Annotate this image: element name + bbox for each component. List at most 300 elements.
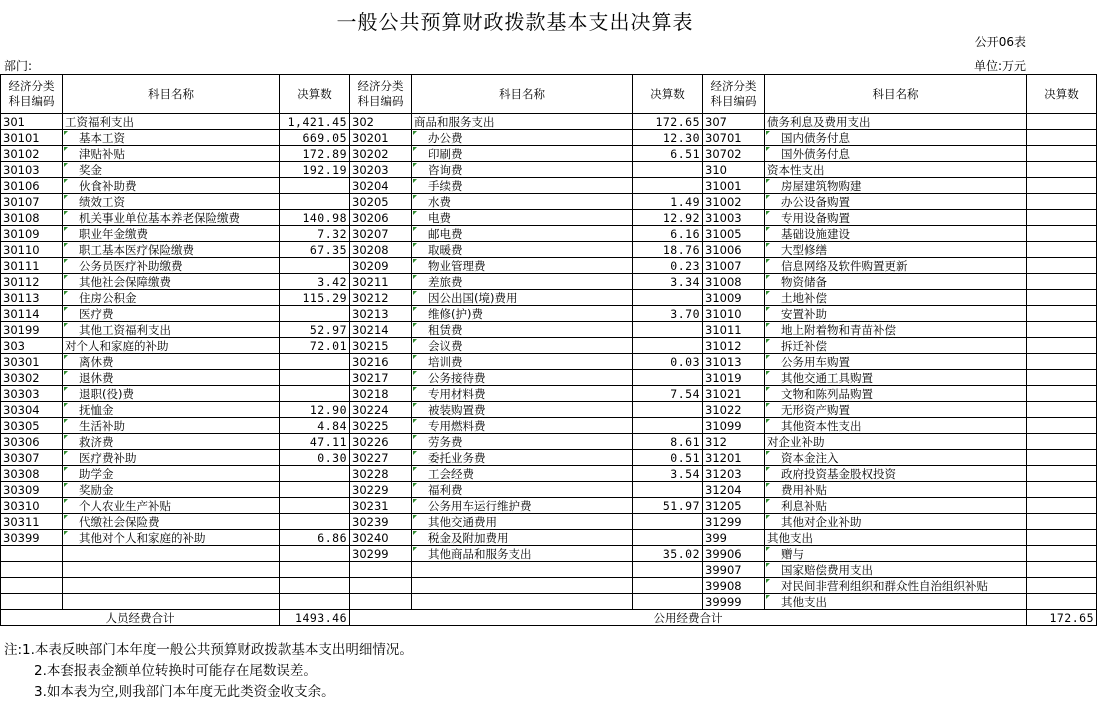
name-cell: 房屋建筑物购建	[765, 178, 1027, 194]
code-cell: 30305	[1, 418, 63, 434]
code-cell: 30303	[1, 386, 63, 402]
code-cell: 31005	[703, 226, 765, 242]
table-row	[1, 306, 1097, 322]
amount-cell	[1027, 402, 1097, 418]
name-cell: 税金及附加费用	[412, 530, 633, 546]
code-cell: 30209	[350, 258, 412, 274]
amount-cell: 52.97	[280, 322, 350, 338]
table-row	[1, 338, 1097, 354]
name-cell: 津贴补贴	[63, 146, 280, 162]
totals-row	[1, 610, 1097, 626]
amount-cell	[633, 178, 703, 194]
name-cell: 地上附着物和青苗补偿	[765, 322, 1027, 338]
unit-label: 单位:万元	[973, 59, 1026, 73]
code-cell: 31002	[703, 194, 765, 210]
name-cell: 信息网络及软件购置更新	[765, 258, 1027, 274]
amount-cell: 115.29	[280, 290, 350, 306]
code-cell: 30203	[350, 162, 412, 178]
code-cell: 30309	[1, 482, 63, 498]
name-cell: 文物和陈列品购置	[765, 386, 1027, 402]
name-cell: 差旅费	[412, 274, 633, 290]
amount-cell	[280, 194, 350, 210]
amount-cell	[280, 370, 350, 386]
name-cell: 退职(役)费	[63, 386, 280, 402]
name-cell	[412, 594, 633, 610]
header-code: 经济分类科目编码	[1, 75, 63, 114]
amount-cell: 192.19	[280, 162, 350, 178]
name-cell: 债务利息及费用支出	[765, 114, 1027, 130]
amount-cell: 172.65	[633, 114, 703, 130]
code-cell: 30306	[1, 434, 63, 450]
table-row	[1, 226, 1097, 242]
table-row	[1, 530, 1097, 546]
name-cell: 拆迁补偿	[765, 338, 1027, 354]
amount-cell	[1027, 498, 1097, 514]
code-cell: 30206	[350, 210, 412, 226]
name-cell: 代缴社会保险费	[63, 514, 280, 530]
amount-cell	[633, 482, 703, 498]
name-cell: 办公费	[412, 130, 633, 146]
name-cell: 其他社会保障缴费	[63, 274, 280, 290]
code-cell: 30109	[1, 226, 63, 242]
table-row	[1, 466, 1097, 482]
name-cell: 办公设备购置	[765, 194, 1027, 210]
amount-cell	[633, 370, 703, 386]
amount-cell: 12.92	[633, 210, 703, 226]
name-cell	[63, 594, 280, 610]
amount-cell	[633, 322, 703, 338]
name-cell: 咨询费	[412, 162, 633, 178]
code-cell	[1, 562, 63, 578]
code-cell: 30201	[350, 130, 412, 146]
code-cell: 30111	[1, 258, 63, 274]
name-cell: 资本性支出	[765, 162, 1027, 178]
code-cell: 30212	[350, 290, 412, 306]
header-amount: 决算数	[280, 75, 350, 114]
name-cell: 劳务费	[412, 434, 633, 450]
page-title: 一般公共预算财政拨款基本支出决算表	[336, 10, 694, 34]
name-cell: 奖励金	[63, 482, 280, 498]
amount-cell	[1027, 386, 1097, 402]
amount-cell	[633, 530, 703, 546]
amount-cell: 3.70	[633, 306, 703, 322]
amount-cell	[1027, 322, 1097, 338]
name-cell: 基础设施建设	[765, 226, 1027, 242]
note-3: 3.如本表为空,则我部门本年度无此类资金收支余。	[34, 684, 335, 700]
amount-cell: 0.23	[633, 258, 703, 274]
name-cell: 会议费	[412, 338, 633, 354]
table-row	[1, 130, 1097, 146]
code-cell: 30226	[350, 434, 412, 450]
amount-cell	[1027, 530, 1097, 546]
amount-cell: 1,421.45	[280, 114, 350, 130]
name-cell: 利息补贴	[765, 498, 1027, 514]
name-cell: 邮电费	[412, 226, 633, 242]
code-cell: 39906	[703, 546, 765, 562]
name-cell: 对企业补助	[765, 434, 1027, 450]
name-cell: 其他支出	[765, 530, 1027, 546]
name-cell: 被装购置费	[412, 402, 633, 418]
amount-cell: 0.03	[633, 354, 703, 370]
code-cell: 30229	[350, 482, 412, 498]
header-code: 经济分类科目编码	[703, 75, 765, 114]
table-row	[1, 194, 1097, 210]
table-row	[1, 562, 1097, 578]
code-cell: 30225	[350, 418, 412, 434]
name-cell: 印刷费	[412, 146, 633, 162]
table-row	[1, 162, 1097, 178]
amount-cell	[633, 418, 703, 434]
code-cell: 30301	[1, 354, 63, 370]
amount-cell	[1027, 194, 1097, 210]
amount-cell	[1027, 546, 1097, 562]
code-cell: 30107	[1, 194, 63, 210]
amount-cell	[1027, 562, 1097, 578]
code-cell: 31099	[703, 418, 765, 434]
name-cell: 绩效工资	[63, 194, 280, 210]
department-label: 部门:	[4, 59, 33, 73]
name-cell: 委托业务费	[412, 450, 633, 466]
name-cell: 基本工资	[63, 130, 280, 146]
amount-cell: 7.54	[633, 386, 703, 402]
table-row	[1, 386, 1097, 402]
name-cell: 国内债务付息	[765, 130, 1027, 146]
amount-cell	[1027, 258, 1097, 274]
amount-cell: 6.51	[633, 146, 703, 162]
amount-cell	[1027, 210, 1097, 226]
amount-cell	[280, 578, 350, 594]
table-row	[1, 114, 1097, 130]
amount-cell	[1027, 338, 1097, 354]
amount-cell: 6.16	[633, 226, 703, 242]
amount-cell: 47.11	[280, 434, 350, 450]
amount-cell	[280, 306, 350, 322]
code-cell: 39999	[703, 594, 765, 610]
code-cell: 303	[1, 338, 63, 354]
name-cell: 奖金	[63, 162, 280, 178]
name-cell: 费用补贴	[765, 482, 1027, 498]
amount-cell: 3.54	[633, 466, 703, 482]
name-cell: 对个人和家庭的补助	[63, 338, 280, 354]
code-cell: 30211	[350, 274, 412, 290]
code-cell: 30216	[350, 354, 412, 370]
name-cell: 土地补偿	[765, 290, 1027, 306]
name-cell: 国家赔偿费用支出	[765, 562, 1027, 578]
code-cell: 30213	[350, 306, 412, 322]
code-cell: 30217	[350, 370, 412, 386]
code-cell	[1, 594, 63, 610]
amount-cell	[1027, 354, 1097, 370]
form-number: 公开06表	[974, 35, 1026, 49]
name-cell: 电费	[412, 210, 633, 226]
amount-cell	[280, 386, 350, 402]
name-cell: 其他交通工具购置	[765, 370, 1027, 386]
name-cell	[63, 578, 280, 594]
name-cell: 商品和服务支出	[412, 114, 633, 130]
amount-cell	[1027, 162, 1097, 178]
header-amount: 决算数	[633, 75, 703, 114]
code-cell: 31205	[703, 498, 765, 514]
amount-cell: 3.34	[633, 274, 703, 290]
name-cell: 救济费	[63, 434, 280, 450]
name-cell	[412, 578, 633, 594]
code-cell: 30310	[1, 498, 63, 514]
code-cell: 30204	[350, 178, 412, 194]
code-cell: 31013	[703, 354, 765, 370]
table-row	[1, 322, 1097, 338]
name-cell	[63, 562, 280, 578]
code-cell: 30224	[350, 402, 412, 418]
code-cell: 30205	[350, 194, 412, 210]
name-cell: 手续费	[412, 178, 633, 194]
amount-cell	[1027, 306, 1097, 322]
amount-cell: 669.05	[280, 130, 350, 146]
footnotes	[4, 640, 413, 703]
name-cell: 医疗费补助	[63, 450, 280, 466]
name-cell: 政府投资基金股权投资	[765, 466, 1027, 482]
amount-cell: 8.61	[633, 434, 703, 450]
name-cell: 个人农业生产补贴	[63, 498, 280, 514]
name-cell: 助学金	[63, 466, 280, 482]
table-row	[1, 354, 1097, 370]
amount-cell	[280, 562, 350, 578]
name-cell: 赠与	[765, 546, 1027, 562]
amount-cell: 72.01	[280, 338, 350, 354]
code-cell: 30307	[1, 450, 63, 466]
name-cell: 培训费	[412, 354, 633, 370]
table-row	[1, 210, 1097, 226]
amount-cell	[280, 354, 350, 370]
name-cell: 职业年金缴费	[63, 226, 280, 242]
amount-cell	[1027, 370, 1097, 386]
name-cell: 物业管理费	[412, 258, 633, 274]
code-cell: 30701	[703, 130, 765, 146]
code-cell: 31009	[703, 290, 765, 306]
amount-cell: 172.89	[280, 146, 350, 162]
amount-cell	[633, 578, 703, 594]
name-cell	[412, 562, 633, 578]
name-cell: 专用材料费	[412, 386, 633, 402]
code-cell	[1, 578, 63, 594]
personnel-total-label: 人员经费合计	[1, 610, 280, 626]
code-cell: 307	[703, 114, 765, 130]
name-cell: 其他对个人和家庭的补助	[63, 530, 280, 546]
code-cell: 30108	[1, 210, 63, 226]
amount-cell	[1027, 514, 1097, 530]
code-cell: 30202	[350, 146, 412, 162]
code-cell: 30101	[1, 130, 63, 146]
name-cell: 其他工资福利支出	[63, 322, 280, 338]
amount-cell	[1027, 578, 1097, 594]
table-row	[1, 498, 1097, 514]
code-cell: 31008	[703, 274, 765, 290]
header-code: 经济分类科目编码	[350, 75, 412, 114]
name-cell: 大型修缮	[765, 242, 1027, 258]
name-cell: 福利费	[412, 482, 633, 498]
code-cell: 30208	[350, 242, 412, 258]
amount-cell	[280, 546, 350, 562]
name-cell: 其他商品和服务支出	[412, 546, 633, 562]
amount-cell	[633, 338, 703, 354]
name-cell: 生活补助	[63, 418, 280, 434]
name-cell: 工会经费	[412, 466, 633, 482]
name-cell: 国外债务付息	[765, 146, 1027, 162]
amount-cell	[633, 162, 703, 178]
amount-cell	[1027, 130, 1097, 146]
amount-cell: 140.98	[280, 210, 350, 226]
amount-cell	[280, 498, 350, 514]
name-cell: 因公出国(境)费用	[412, 290, 633, 306]
code-cell: 31201	[703, 450, 765, 466]
code-cell: 30207	[350, 226, 412, 242]
table-header-row	[1, 75, 1097, 114]
code-cell: 39908	[703, 578, 765, 594]
name-cell: 伙食补助费	[63, 178, 280, 194]
table-row	[1, 290, 1097, 306]
code-cell: 30106	[1, 178, 63, 194]
amount-cell	[1027, 466, 1097, 482]
name-cell: 退休费	[63, 370, 280, 386]
amount-cell	[280, 178, 350, 194]
code-cell: 30114	[1, 306, 63, 322]
name-cell: 其他对企业补助	[765, 514, 1027, 530]
table-row	[1, 514, 1097, 530]
amount-cell: 6.86	[280, 530, 350, 546]
code-cell: 39907	[703, 562, 765, 578]
name-cell: 公务接待费	[412, 370, 633, 386]
code-cell: 312	[703, 434, 765, 450]
name-cell: 机关事业单位基本养老保险缴费	[63, 210, 280, 226]
table-row	[1, 546, 1097, 562]
table-row	[1, 146, 1097, 162]
amount-cell	[280, 594, 350, 610]
amount-cell	[633, 562, 703, 578]
amount-cell	[1027, 226, 1097, 242]
name-cell: 公务员医疗补助缴费	[63, 258, 280, 274]
code-cell: 30199	[1, 322, 63, 338]
amount-cell	[280, 466, 350, 482]
name-cell: 取暖费	[412, 242, 633, 258]
amount-cell: 1.49	[633, 194, 703, 210]
name-cell: 其他资本性支出	[765, 418, 1027, 434]
code-cell: 310	[703, 162, 765, 178]
amount-cell	[280, 482, 350, 498]
amount-cell: 7.32	[280, 226, 350, 242]
table-row	[1, 434, 1097, 450]
code-cell: 31022	[703, 402, 765, 418]
amount-cell: 4.84	[280, 418, 350, 434]
name-cell: 公务用车运行维护费	[412, 498, 633, 514]
name-cell: 住房公积金	[63, 290, 280, 306]
table-row	[1, 482, 1097, 498]
amount-cell	[1027, 418, 1097, 434]
code-cell: 31006	[703, 242, 765, 258]
public-total-label: 公用经费合计	[350, 610, 1027, 626]
header-amount: 决算数	[1027, 75, 1097, 114]
code-cell	[350, 578, 412, 594]
table-row	[1, 418, 1097, 434]
code-cell: 30113	[1, 290, 63, 306]
code-cell: 30308	[1, 466, 63, 482]
amount-cell	[1027, 274, 1097, 290]
code-cell: 31204	[703, 482, 765, 498]
code-cell	[1, 546, 63, 562]
name-cell: 专用燃料费	[412, 418, 633, 434]
table-row	[1, 370, 1097, 386]
table-row	[1, 258, 1097, 274]
code-cell: 30239	[350, 514, 412, 530]
header-name: 科目名称	[412, 75, 633, 114]
name-cell: 水费	[412, 194, 633, 210]
amount-cell	[1027, 178, 1097, 194]
code-cell	[350, 594, 412, 610]
table-row	[1, 402, 1097, 418]
amount-cell	[280, 258, 350, 274]
code-cell: 31021	[703, 386, 765, 402]
code-cell: 30299	[350, 546, 412, 562]
table-row	[1, 242, 1097, 258]
amount-cell: 51.97	[633, 498, 703, 514]
amount-cell: 35.02	[633, 546, 703, 562]
amount-cell	[1027, 146, 1097, 162]
name-cell: 公务用车购置	[765, 354, 1027, 370]
table-row	[1, 594, 1097, 610]
code-cell: 31007	[703, 258, 765, 274]
amount-cell: 67.35	[280, 242, 350, 258]
note-1: 注:1.本表反映部门本年度一般公共预算财政拨款基本支出明细情况。	[4, 642, 413, 658]
amount-cell	[1027, 114, 1097, 130]
code-cell: 31011	[703, 322, 765, 338]
code-cell: 30228	[350, 466, 412, 482]
code-cell: 302	[350, 114, 412, 130]
amount-cell	[633, 290, 703, 306]
amount-cell: 0.51	[633, 450, 703, 466]
code-cell: 31010	[703, 306, 765, 322]
table-row	[1, 450, 1097, 466]
code-cell: 399	[703, 530, 765, 546]
code-cell: 31019	[703, 370, 765, 386]
name-cell: 安置补助	[765, 306, 1027, 322]
amount-cell: 0.30	[280, 450, 350, 466]
name-cell	[63, 546, 280, 562]
amount-cell	[1027, 594, 1097, 610]
name-cell: 专用设备购置	[765, 210, 1027, 226]
amount-cell: 3.42	[280, 274, 350, 290]
amount-cell	[1027, 290, 1097, 306]
code-cell: 30215	[350, 338, 412, 354]
code-cell: 30702	[703, 146, 765, 162]
name-cell: 其他支出	[765, 594, 1027, 610]
name-cell: 物资储备	[765, 274, 1027, 290]
code-cell: 31001	[703, 178, 765, 194]
code-cell: 31203	[703, 466, 765, 482]
name-cell: 租赁费	[412, 322, 633, 338]
table-row	[1, 274, 1097, 290]
code-cell: 30110	[1, 242, 63, 258]
name-cell: 资本金注入	[765, 450, 1027, 466]
table-row	[1, 578, 1097, 594]
code-cell: 31299	[703, 514, 765, 530]
code-cell: 30304	[1, 402, 63, 418]
code-cell: 30112	[1, 274, 63, 290]
name-cell: 离休费	[63, 354, 280, 370]
name-cell: 医疗费	[63, 306, 280, 322]
code-cell: 30240	[350, 530, 412, 546]
code-cell: 30214	[350, 322, 412, 338]
code-cell: 30218	[350, 386, 412, 402]
name-cell: 职工基本医疗保险缴费	[63, 242, 280, 258]
public-total-value: 172.65	[1027, 610, 1097, 626]
